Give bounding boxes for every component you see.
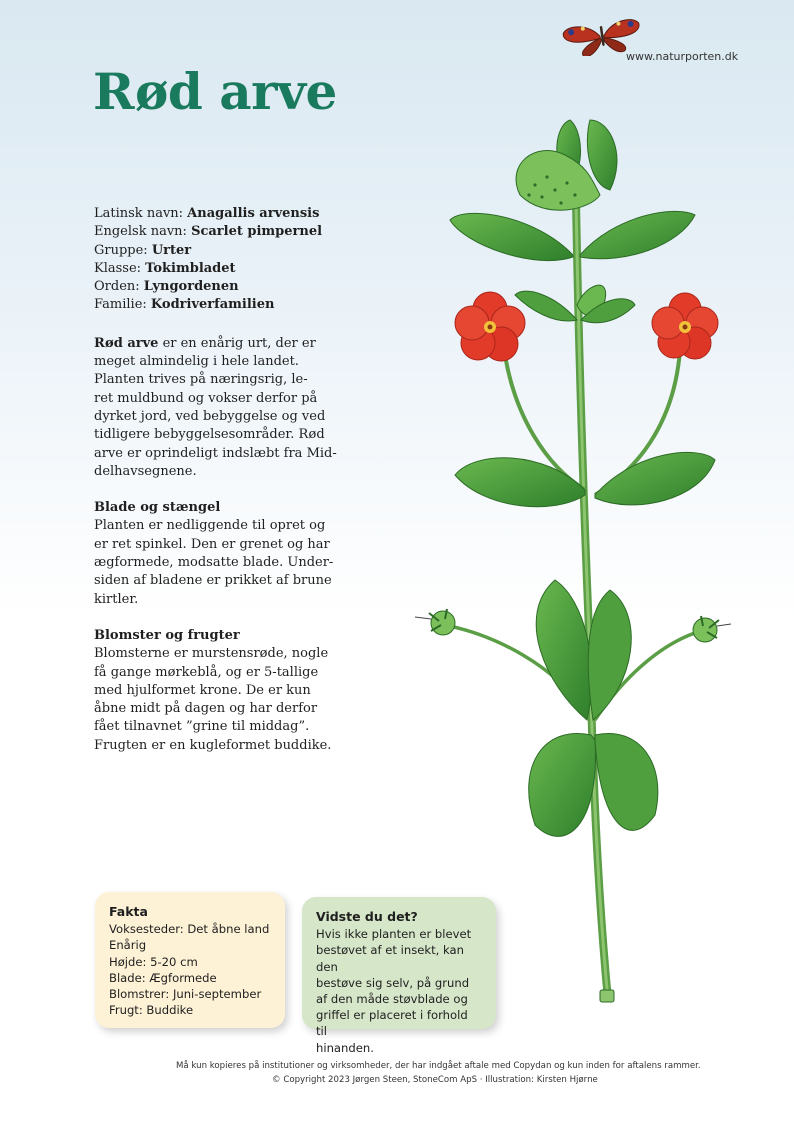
- facts-box-line: Blomstrer: Juni-september: [109, 987, 262, 1002]
- did-you-know-line: bestøvet af et insekt, kan den: [316, 943, 464, 974]
- facts-box-line: Højde: 5-20 cm: [109, 954, 198, 969]
- classification-row-group: Gruppe: Urter: [94, 242, 192, 258]
- intro-paragraph: Rød arve er en enårig urt, der er meget almindelig i hele landet. Planten trives på næringsrig, le- ret muldbund og vokser derfor på dyrket jord, ved bebyggelse og ved tidligere bebyggelsesområder. Rød arve er oprindeligt indslæbt fra Mid- delhavsegnene.: [94, 335, 337, 479]
- text-column: [94, 205, 344, 755]
- did-you-know-line: hinanden.: [316, 1040, 374, 1055]
- classification-list: [94, 205, 344, 315]
- classification-row-latin: Latinsk navn: Anagallis arvensis: [94, 206, 320, 221]
- classification-row-family: Familie: Kodriverfamilien: [94, 297, 275, 313]
- did-you-know-line: af den måde støvblade og: [316, 992, 468, 1007]
- did-you-know-line: bestøve sig selv, på grund: [316, 975, 470, 990]
- classification-row-order: Orden: Lyngordenen: [94, 279, 239, 295]
- facts-box-line: Blade: Ægformede: [109, 970, 217, 985]
- facts-box-title: Fakta: [109, 904, 148, 919]
- section-heading-flowers: Blomster og frugter: [94, 627, 240, 643]
- facts-box-line: Enårig: [109, 938, 147, 953]
- classification-row-english: Engelsk navn: Scarlet pimpernel: [94, 224, 323, 240]
- section-body-flowers: Blomsterne er murstensrøde, nogle få gange mørkeblå, og er 5-tallige med hjulformet krone. De er kun åbne midt på dagen og har derfor fået tilnavnet ”grine til middag”. Frugten er en kugleformet buddike.: [94, 646, 332, 753]
- facts-box: [95, 892, 285, 1028]
- did-you-know-title: Vidste du det?: [316, 909, 418, 924]
- site-url[interactable]: www.naturporten.dk: [626, 50, 739, 63]
- footer-license: Må kun kopieres på institutioner og virksomheder, der har indgået aftale med Copydan og kun inden for aftalens rammer.: [176, 1061, 701, 1071]
- did-you-know-box: [302, 897, 496, 1055]
- plant-illustration: [405, 95, 745, 1015]
- did-you-know-line: griffel er placeret i forhold til: [316, 1008, 468, 1039]
- facts-box-line: Voksesteder: Det åbne land: [109, 922, 270, 937]
- page-title: Rød arve: [93, 62, 337, 121]
- section-heading-leaves: Blade og stængel: [94, 500, 221, 516]
- footer-copyright: © Copyright 2023 Jørgen Steen, StoneCom ApS · Illustration: Kirsten Hjørne: [272, 1075, 598, 1085]
- did-you-know-line: Hvis ikke planten er blevet: [316, 927, 472, 942]
- facts-box-line: Frugt: Buddike: [109, 1003, 194, 1018]
- classification-row-class: Klasse: Tokimbladet: [94, 260, 236, 276]
- section-body-leaves: Planten er nedliggende til opret og er ret spinkel. Den er grenet og har ægformede, modsatte blade. Under- siden af bladene er prikket af brune kirtler.: [94, 518, 334, 607]
